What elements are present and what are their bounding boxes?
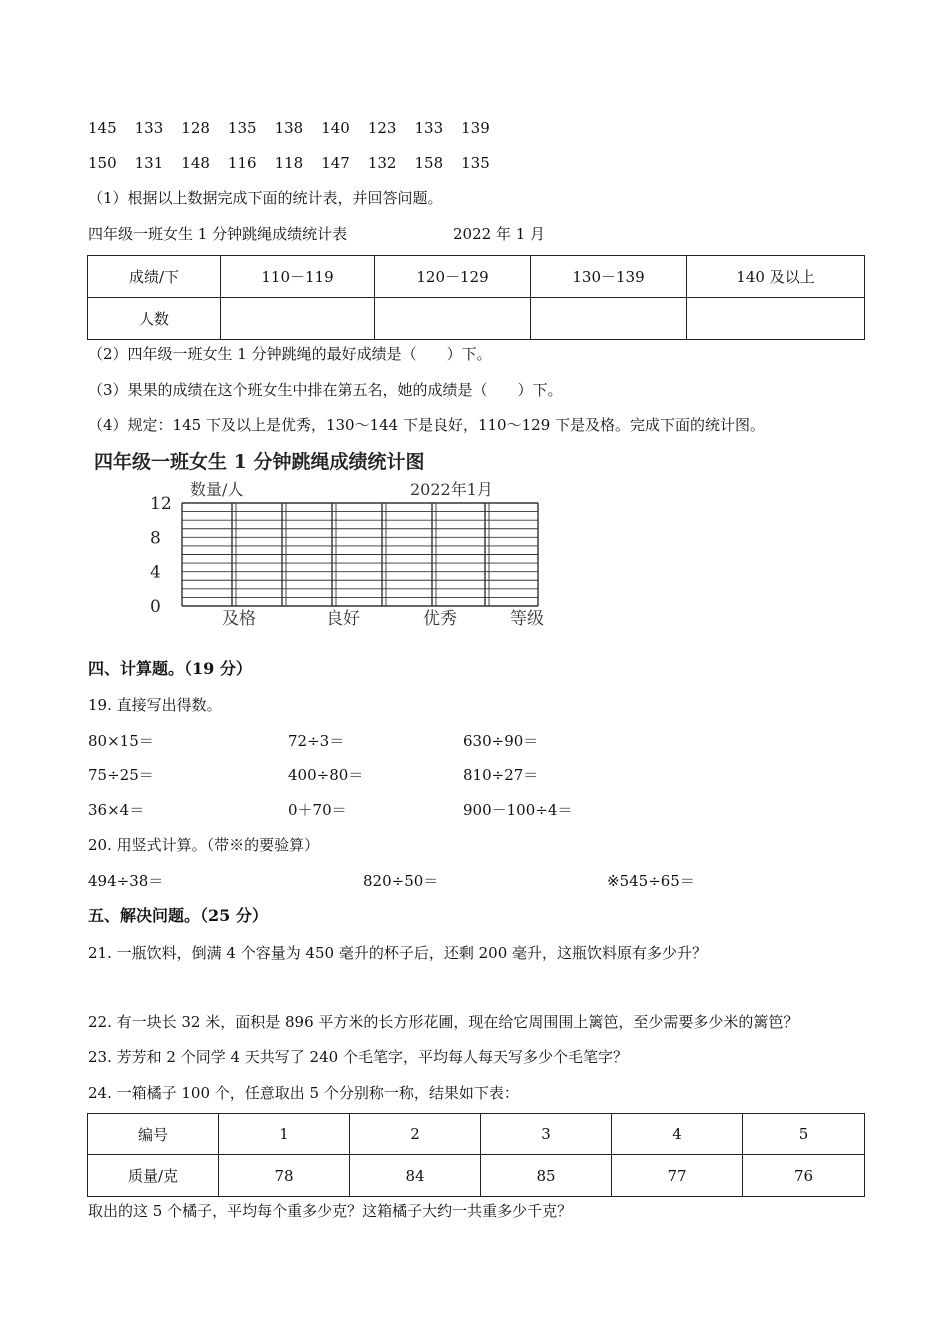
data-value: 123: [367, 119, 397, 137]
vertical-calc-item: 820÷50＝: [363, 872, 439, 890]
chart-ylabel: 数量/人: [190, 480, 244, 499]
data-value: 128: [181, 119, 210, 137]
table1-date: 2022 年 1 月: [453, 225, 546, 243]
question-24-ask: 取出的这 5 个橘子，平均每个重多少克？这箱橘子大约一共重多少千克？: [88, 1202, 573, 1220]
vertical-calc-item: 494÷38＝: [88, 872, 164, 890]
calc-item: 72÷3＝: [288, 732, 345, 750]
bar-chart: [90, 448, 650, 633]
table-header: 120－129: [375, 256, 531, 298]
table-cell: 85: [481, 1155, 612, 1197]
table-header: 成绩/下: [88, 256, 221, 298]
y-tick-label: 0: [150, 597, 161, 617]
chart-grid: [182, 503, 538, 606]
table-cell: 3: [481, 1114, 612, 1155]
data-value: 132: [367, 154, 397, 172]
table-cell: 5: [743, 1114, 865, 1155]
calc-item: 80×15＝: [88, 732, 154, 750]
data-value: 138: [274, 119, 304, 137]
question-21: 21. 一瓶饮料，倒满 4 个容量为 450 毫升的杯子后，还剩 200 毫升，这瓶饮料原有多少升？: [88, 944, 708, 962]
data-value: 158: [414, 154, 444, 172]
section-4-heading: 四、计算题。（19 分）: [88, 659, 252, 678]
table-row-label: 人数: [88, 298, 221, 340]
y-tick-label: 8: [150, 528, 161, 549]
chart-date: 2022年1月: [410, 480, 493, 499]
data-value: 139: [461, 119, 490, 137]
calc-item: 0＋70＝: [288, 801, 347, 819]
table-header: 编号: [88, 1114, 219, 1155]
data-row-1: [88, 118, 508, 138]
data-value: 118: [274, 154, 304, 172]
data-value: 133: [414, 119, 444, 137]
chart-title: 四年级一班女生 1 分钟跳绳成绩统计图: [94, 451, 425, 473]
question-23: 23. 芳芳和 2 个同学 4 天共写了 240 个毛笔字，平均每人每天写多少个毛笔字？: [88, 1048, 628, 1066]
calc-item: 900－100÷4＝: [463, 801, 573, 819]
x-category-label: 优秀: [423, 609, 457, 629]
y-tick-label: 12: [150, 494, 172, 514]
table-cell: 4: [612, 1114, 743, 1155]
q1-instruction: （1）根据以上数据完成下面的统计表，并回答问题。: [88, 189, 443, 207]
table-header: 140 及以上: [687, 256, 865, 298]
vertical-calc-item: ※545÷65＝: [607, 872, 695, 890]
table-cell: 77: [612, 1155, 743, 1197]
stats-table: [87, 255, 865, 340]
data-row-2: [88, 153, 508, 173]
data-value: 116: [227, 154, 257, 172]
calc-item: 400÷80＝: [288, 766, 364, 784]
data-value: 131: [134, 154, 164, 172]
question-22: 22. 有一块长 32 米，面积是 896 平方米的长方形花圃，现在给它周围围上篱笆，至少需要多少米的篱笆？: [88, 1013, 799, 1031]
chart-xlabel: 等级: [510, 609, 544, 629]
table-cell: 2: [350, 1114, 481, 1155]
data-value: 147: [321, 154, 350, 172]
section-5-heading: 五、解决问题。（25 分）: [88, 906, 268, 925]
calc-item: 75÷25＝: [88, 766, 154, 784]
table-header: 110－119: [221, 256, 375, 298]
calc-item: 810÷27＝: [463, 766, 539, 784]
x-category-label: 及格: [222, 609, 256, 629]
x-category-label: 良好: [326, 609, 360, 629]
data-value: 135: [461, 154, 490, 172]
table-row-label: 质量/克: [88, 1155, 219, 1197]
data-value: 133: [134, 119, 164, 137]
question-24: 24. 一箱橘子 100 个，任意取出 5 个分别称一称，结果如下表：: [88, 1084, 519, 1102]
calc-item: 630÷90＝: [463, 732, 539, 750]
table-cell: 78: [219, 1155, 350, 1197]
table-header: 130－139: [531, 256, 687, 298]
table1-title: 四年级一班女生 1 分钟跳绳成绩统计表: [88, 225, 348, 243]
table-cell: 76: [743, 1155, 865, 1197]
question-19: 19. 直接写出得数。: [88, 696, 222, 714]
calc-item: 36×4＝: [88, 801, 145, 819]
data-value: 148: [181, 154, 210, 172]
y-tick-label: 4: [150, 562, 161, 583]
question-4: （4）规定：145 下及以上是优秀，130～144 下是良好，110～129 下是及格。完成下面的统计图。: [88, 416, 766, 434]
answer-cell[interactable]: [375, 298, 531, 340]
question-3: （3）果果的成绩在这个班女生中排在第五名，她的成绩是（ ）下。: [88, 381, 563, 399]
table-cell: 1: [219, 1114, 350, 1155]
answer-cell[interactable]: [687, 298, 865, 340]
orange-weight-table: [87, 1113, 865, 1197]
answer-cell[interactable]: [221, 298, 375, 340]
question-2: （2）四年级一班女生 1 分钟跳绳的最好成绩是（ ）下。: [88, 345, 492, 363]
answer-cell[interactable]: [531, 298, 687, 340]
chart-categories: [222, 609, 457, 629]
data-value: 150: [88, 154, 117, 172]
table-cell: 84: [350, 1155, 481, 1197]
data-value: 135: [227, 119, 257, 137]
data-value: 140: [321, 119, 350, 137]
data-value: 145: [88, 119, 117, 137]
chart-y-ticks: [150, 494, 172, 617]
question-20: 20. 用竖式计算。（带※的要验算）: [88, 836, 320, 854]
